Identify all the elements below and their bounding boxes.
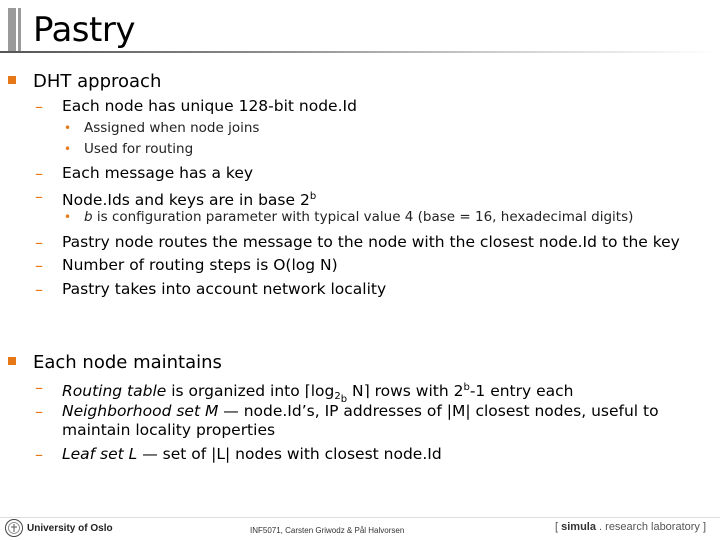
dot-bullet-icon: •: [64, 210, 72, 224]
footer-partner-logo: [555, 521, 706, 533]
list-item-text: -1 entry each: [469, 382, 574, 400]
dash-bullet-icon: –: [35, 256, 43, 275]
list-item: Pastry node routes the message to the node with the closest node.Id to the key: [62, 233, 680, 251]
dot-bullet-icon: •: [64, 121, 72, 135]
list-item: Number of routing steps is O(log N): [62, 256, 338, 274]
subscript-b: b: [340, 394, 348, 405]
dot-bullet-icon: •: [64, 142, 72, 156]
list-subitem: [84, 209, 633, 226]
dash-bullet-icon: –: [35, 97, 43, 116]
section-heading-dht: DHT approach: [33, 71, 162, 92]
list-item-text: Node.Ids and keys are in base 2: [62, 191, 310, 209]
list-item-text: — node.Id’s, IP addresses of |M| closest nodes, useful to: [218, 402, 659, 420]
list-item: Pastry takes into account network locality: [62, 280, 387, 298]
title-underline: [0, 51, 720, 53]
dash-bullet-icon: –: [35, 164, 43, 183]
list-item: [62, 445, 442, 464]
list-item-continuation: maintain locality properties: [62, 421, 276, 439]
dash-bullet-icon: –: [35, 445, 43, 464]
dash-bullet-icon: –: [35, 187, 43, 206]
partner-rest: . research laboratory ]: [595, 521, 707, 533]
subscript-text: 2: [334, 391, 341, 402]
list-item-text: is organized into ⌈log: [166, 382, 335, 400]
list-subitem: Assigned when node joins: [84, 120, 260, 136]
page-title: Pastry: [33, 10, 135, 50]
footer-institution: University of Oslo: [27, 523, 113, 534]
superscript: b: [463, 382, 470, 393]
partner-brand: simula: [561, 521, 596, 533]
dash-bullet-icon: –: [35, 280, 43, 299]
dash-bullet-icon: –: [35, 233, 43, 252]
footer-course: INF5071, Carsten Griwodz & Pål Halvorsen: [250, 526, 405, 535]
partner-bracket: [: [555, 521, 562, 533]
variable-b: b: [84, 209, 93, 225]
dash-bullet-icon: –: [35, 378, 43, 397]
term-neighborhood-set: Neighborhood set M: [62, 402, 219, 420]
list-item-text: — set of |L| nodes with closest node.Id: [137, 445, 442, 463]
title-accent-bar: [8, 8, 16, 52]
subscript: [334, 391, 348, 405]
list-subitem: Used for routing: [84, 141, 194, 157]
list-item: Each node has unique 128-bit node.Id: [62, 97, 357, 115]
list-item: [62, 187, 316, 210]
term-leaf-set: Leaf set L: [62, 445, 138, 463]
list-subitem-text: is configuration parameter with typical value 4 (base = 16, hexadecimal digits): [92, 209, 634, 225]
list-item: Each message has a key: [62, 164, 254, 182]
list-item-text: N⌉ rows with 2: [347, 382, 464, 400]
section-heading-maintains: Each node maintains: [33, 352, 222, 373]
bullet-square-icon: [8, 357, 16, 365]
list-item: [62, 402, 659, 421]
dash-bullet-icon: –: [35, 402, 43, 421]
term-routing-table: Routing table: [62, 382, 167, 400]
footer-divider: [0, 517, 720, 518]
superscript: b: [309, 191, 317, 202]
university-seal-icon: [4, 518, 24, 538]
bullet-square-icon: [8, 76, 16, 84]
title-accent-bar-thin: [18, 8, 21, 52]
